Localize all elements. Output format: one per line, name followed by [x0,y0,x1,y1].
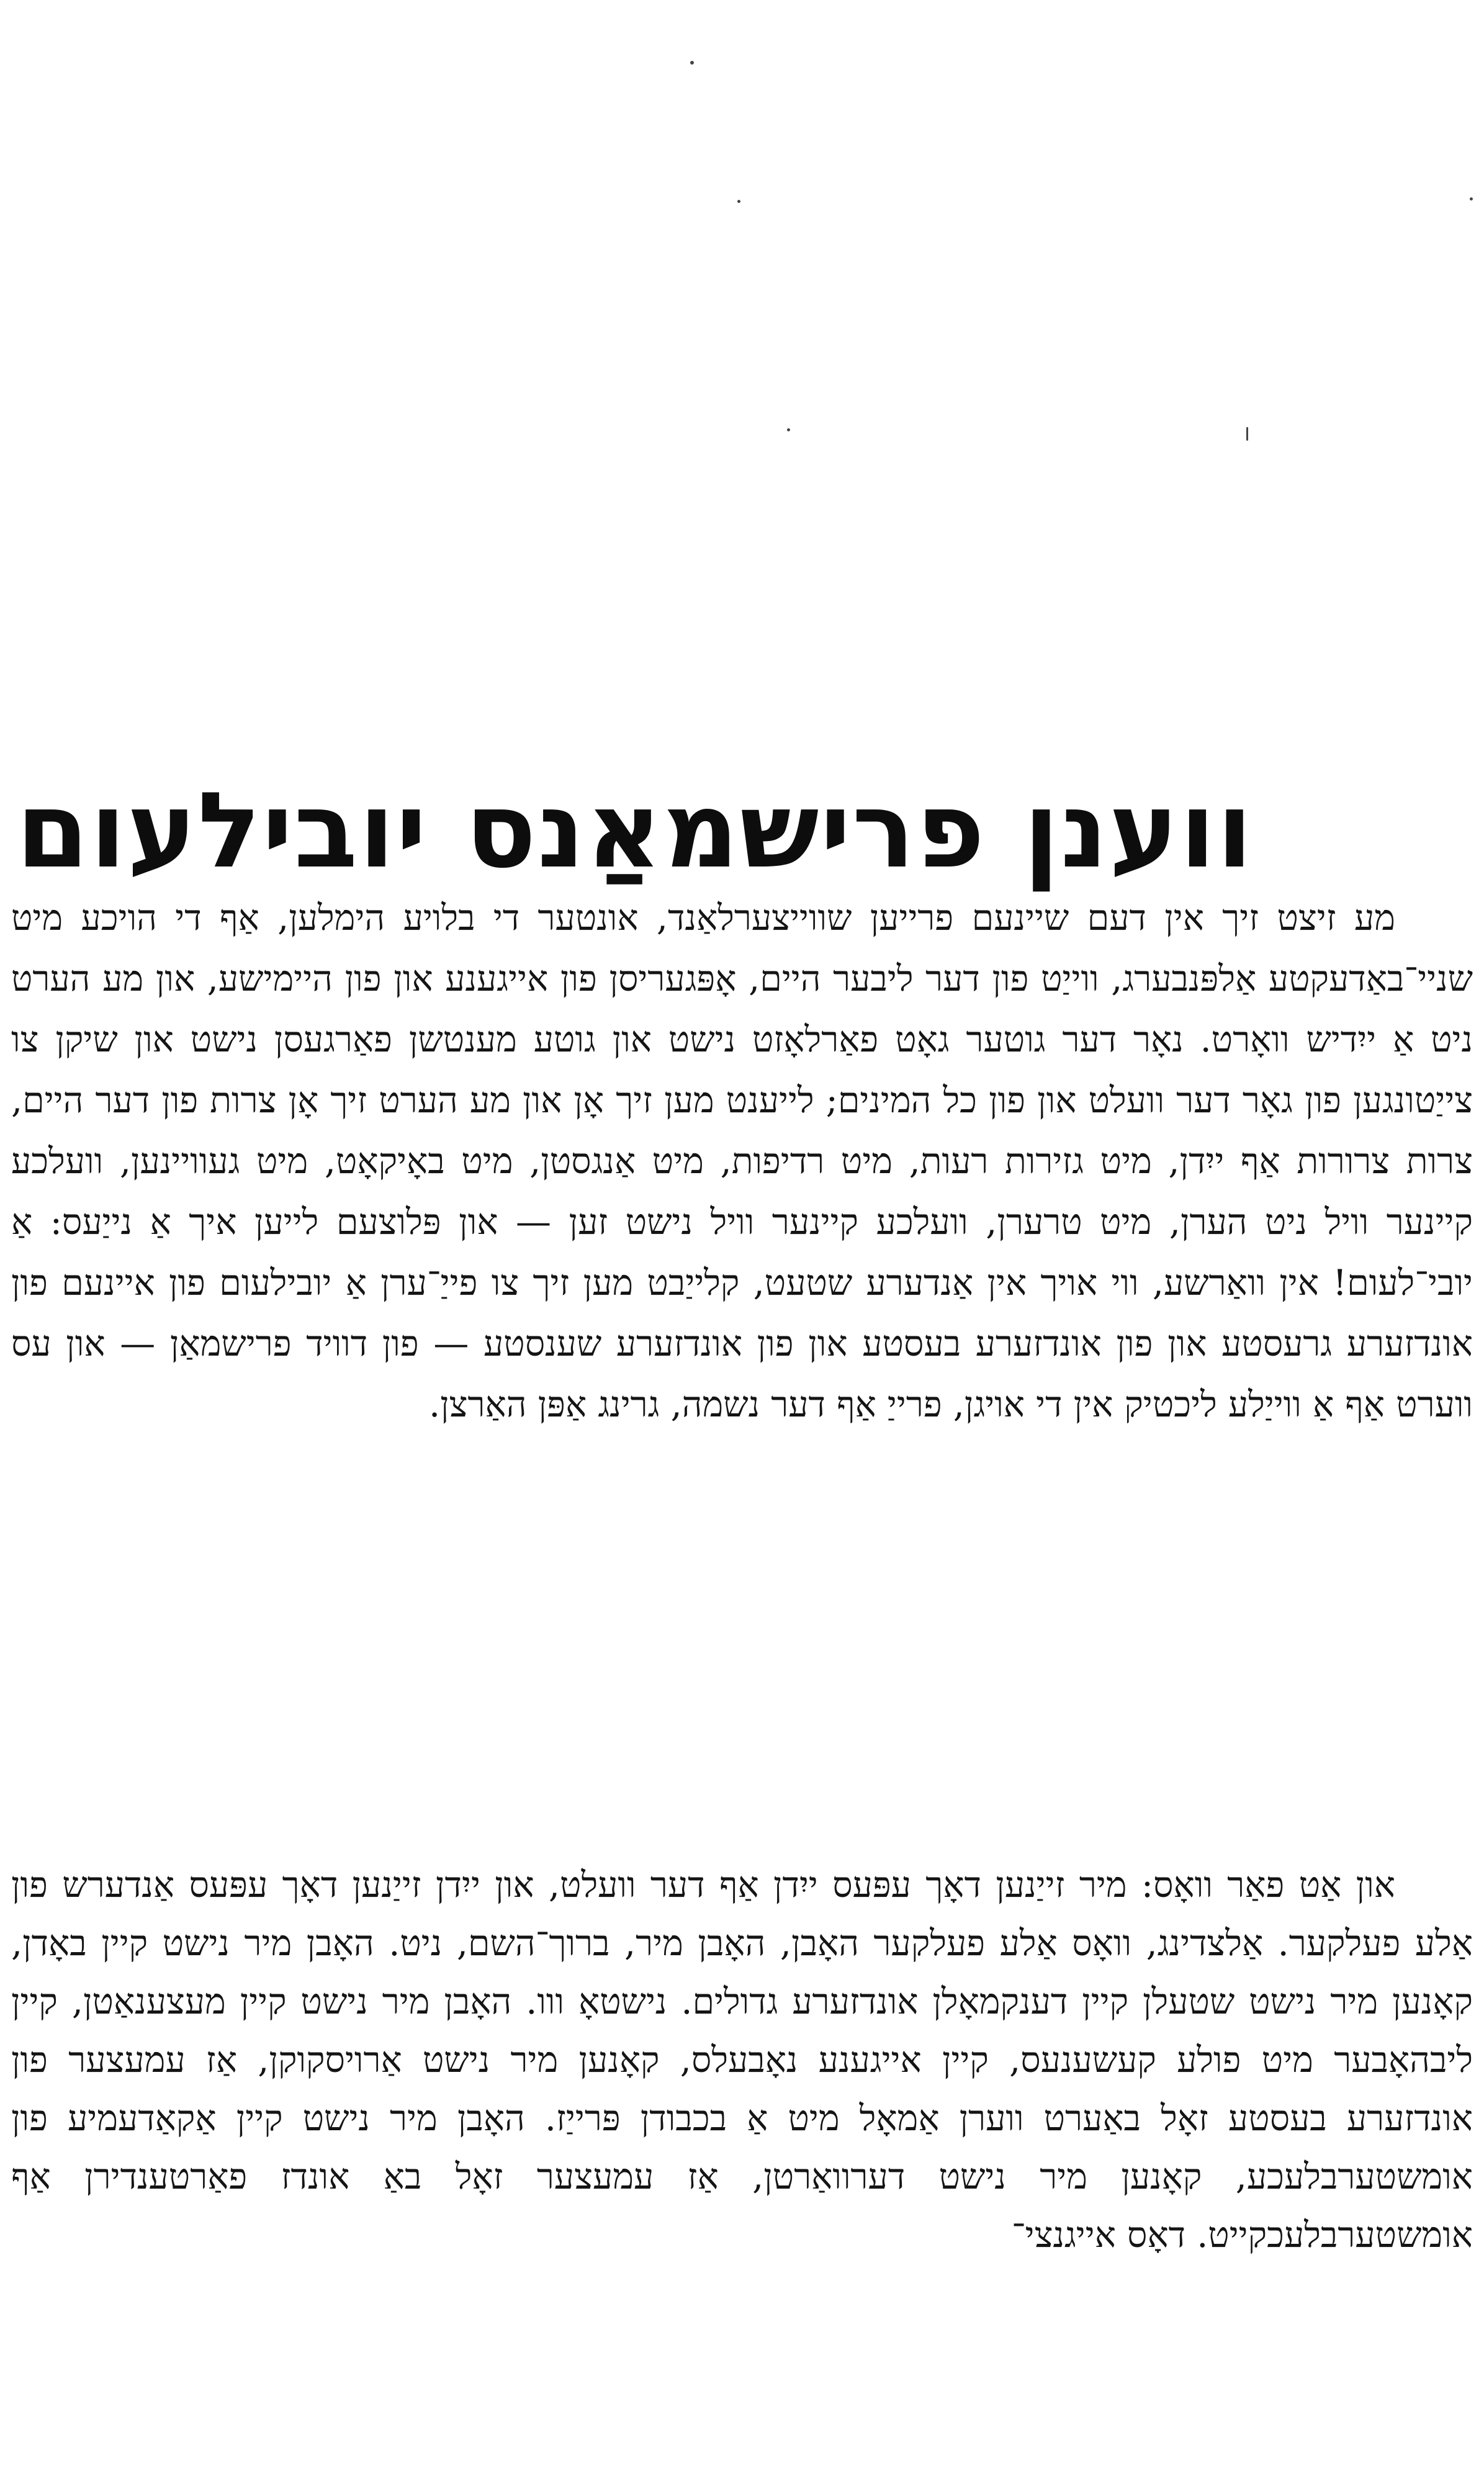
paragraph-text: און אַט פאַר וואָס: מיר זייַנען דאָך עפּעס ייִדן אַף דער וועלט, און ייִדן זייַנען דאָך עפּעס אַנדערש פון אַלע פעלקער. אַלצדינג, וואָס אַלע פעלקער האָבן, האָבן מיר, ברוך־השם, ניט. האָבן מיר נישט קיין באָדן, קאָנען מיר נישט שטעלן קיין דענקמאָלן אונדזערע גדולים. נישטאָ ווו. האָבן מיר נישט קיין מעצענאַטן, קיין ליבהאָבער מיט פולע קעשענעס, קיין אייגענע נאָבעלס, קאָנען מיר נישט אַרויסקוקן, אַז עמעצער פון אונדזערע בעסטע זאָל באַערט ווערן אַמאָל מיט אַ בכבודן פּרייַז. האָבן מיר נישט קיין אַקאַדעמיע פון אומשטערבלעכע, קאָנען מיר נישט דערוואַרטן, אַז עמעצער זאָל באַ אונדז פאַרטענדירן אַף אומשטערבלעכקייט. דאָס אייגנצי־ [11,1865,1473,2256]
page-title: ווענן פרישמאַנס יובילעום [16,769,1254,891]
body-paragraph-1 [11,888,1473,1435]
scan-speck [737,200,740,203]
scan-speck [1470,197,1473,200]
scan-speck [1246,427,1248,441]
body-paragraph-2 [11,1856,1473,2264]
paragraph-text: מע זיצט זיך אין דעם שיינעם פרייען שווייצערלאַנד, אונטער די בלויע הימלען, אַף די הויכע מיט שניי־באַדעקטע אַלפּנבערג, ווייַט פון דער ליבער היים, אָפּגעריסן פון אייגענע און פון היימישע, און מע הערט ניט אַ ייִדיש וואָרט. נאָר דער גוטער גאָט פאַרלאָזט נישט און גוטע מענטשן פאַרגעסן נישט און שיקן צו צייַטונגען פון גאָר דער וועלט און פון כל המינים; לייענט מען זיך אָן און מע הערט זיך אָן צרות פון דער היים, צרות צרורות אַף ייִדן, מיט גזירות רעות, מיט רדיפות, מיט אַנגסטן, מיט באָיקאָט, מיט געוויינען, וועלכע קיינער וויל ניט הערן, מיט טרערן, וועלכע קיינער וויל נישט זען — און פּלוצעם לייען איך אַ נייַעס: אַ יובי־לעום! אין וואַרשע, ווי אויך אין אַנדערע שטעט, קלייַבט מען זיך צו פייַ־ערן אַ יובילעום פון איינעם פון אונדזערע גרעסטע און פון אונדזערע בעסטע און פון אונדזערע שענסטע — פון דוויד פרישמאַן — און עס ווערט אַף אַ ווייַלע ליכטיק אין די אויגן, פרייַ אַף דער נשמה, גרינג אַפּן האַרצן. [11,898,1473,1425]
scan-speck [787,428,790,431]
scan-speck [690,61,694,65]
